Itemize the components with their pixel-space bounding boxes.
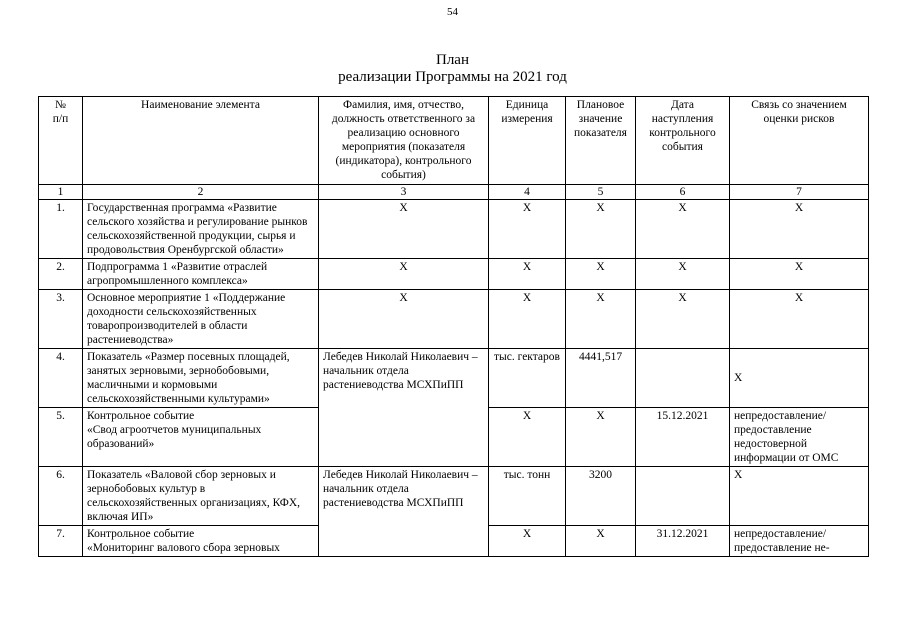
row-risk: X bbox=[730, 259, 869, 290]
header-risk: Связь со значением оценки рисков bbox=[730, 97, 869, 185]
table-row bbox=[39, 290, 869, 349]
table-row bbox=[39, 200, 869, 259]
row-number: 7. bbox=[39, 526, 83, 557]
header-num: № п/п bbox=[39, 97, 83, 185]
row-responsible: X bbox=[319, 290, 489, 349]
plan-table bbox=[38, 96, 869, 557]
column-number: 5 bbox=[566, 185, 636, 200]
row-name: Основное мероприятие 1 «Поддержание доходности сельскохозяйственных товаропроизводителей в области растениеводства» bbox=[83, 290, 319, 349]
row-responsible: Лебедев Николай Николаевич – начальник отдела растениеводства МСХПиПП bbox=[319, 467, 489, 557]
row-risk: X bbox=[730, 200, 869, 259]
row-name: Показатель «Размер посевных площадей, занятых зерновыми, зернобобовыми, масличными и кормовыми сельскохозяйственными культурами» bbox=[83, 349, 319, 408]
row-risk: X bbox=[730, 349, 869, 408]
title-line-1: План bbox=[435, 52, 469, 68]
row-risk: непредоставление/ предоставление недостоверной информации от ОМС bbox=[730, 408, 869, 467]
row-responsible: Лебедев Николай Николаевич – начальник отдела растениеводства МСХПиПП bbox=[319, 349, 489, 467]
document-title bbox=[0, 52, 905, 86]
row-unit: X bbox=[489, 526, 566, 557]
row-date: 31.12.2021 bbox=[636, 526, 730, 557]
row-unit: X bbox=[489, 290, 566, 349]
row-date bbox=[636, 467, 730, 526]
table-row bbox=[39, 259, 869, 290]
header-unit: Единица измерения bbox=[489, 97, 566, 185]
row-number: 4. bbox=[39, 349, 83, 408]
table-row bbox=[39, 349, 869, 408]
row-value: X bbox=[566, 526, 636, 557]
header-name: Наименование элемента bbox=[83, 97, 319, 185]
row-date: X bbox=[636, 290, 730, 349]
row-unit: X bbox=[489, 259, 566, 290]
row-number: 2. bbox=[39, 259, 83, 290]
column-number: 1 bbox=[39, 185, 83, 200]
header-responsible: Фамилия, имя, отчество, должность ответственного за реализацию основного мероприятия (показателя (индикатора), контрольного события) bbox=[319, 97, 489, 185]
row-number: 5. bbox=[39, 408, 83, 467]
row-value: 3200 bbox=[566, 467, 636, 526]
row-unit: тыс. тонн bbox=[489, 467, 566, 526]
row-number: 1. bbox=[39, 200, 83, 259]
row-date: X bbox=[636, 200, 730, 259]
row-responsible: X bbox=[319, 200, 489, 259]
table-row bbox=[39, 467, 869, 526]
row-number: 3. bbox=[39, 290, 83, 349]
title-line-2: реализации Программы на 2021 год bbox=[338, 69, 567, 85]
column-number-row bbox=[39, 185, 869, 200]
page-number: 54 bbox=[447, 6, 458, 18]
row-name: Государственная программа «Развитие сельского хозяйства и регулирование рынков сельскохозяйственной продукции, сырья и продовольствия Оренбургской области» bbox=[83, 200, 319, 259]
header-row bbox=[39, 97, 869, 185]
row-value: X bbox=[566, 408, 636, 467]
row-risk: X bbox=[730, 467, 869, 526]
column-number: 7 bbox=[730, 185, 869, 200]
row-unit: X bbox=[489, 200, 566, 259]
header-date: Дата наступления контрольного события bbox=[636, 97, 730, 185]
row-risk: непредоставление/ предоставление не- bbox=[730, 526, 869, 557]
row-date bbox=[636, 349, 730, 408]
row-date: 15.12.2021 bbox=[636, 408, 730, 467]
row-unit: тыс. гектаров bbox=[489, 349, 566, 408]
row-unit: X bbox=[489, 408, 566, 467]
row-name: Подпрограмма 1 «Развитие отраслей агропромышленного комплекса» bbox=[83, 259, 319, 290]
column-number: 2 bbox=[83, 185, 319, 200]
column-number: 3 bbox=[319, 185, 489, 200]
row-name: Контрольное событие «Свод агроотчетов муниципальных образований» bbox=[83, 408, 319, 467]
column-number: 4 bbox=[489, 185, 566, 200]
row-value: 4441,517 bbox=[566, 349, 636, 408]
row-name: Контрольное событие «Мониторинг валового сбора зерновых bbox=[83, 526, 319, 557]
row-number: 6. bbox=[39, 467, 83, 526]
row-risk: X bbox=[730, 290, 869, 349]
row-name: Показатель «Валовой сбор зерновых и зернобобовых культур в сельскохозяйственных организациях, КФХ, включая ИП» bbox=[83, 467, 319, 526]
header-value: Плановое значение показателя bbox=[566, 97, 636, 185]
row-value: X bbox=[566, 200, 636, 259]
column-number: 6 bbox=[636, 185, 730, 200]
row-date: X bbox=[636, 259, 730, 290]
row-value: X bbox=[566, 259, 636, 290]
row-responsible: X bbox=[319, 259, 489, 290]
row-value: X bbox=[566, 290, 636, 349]
